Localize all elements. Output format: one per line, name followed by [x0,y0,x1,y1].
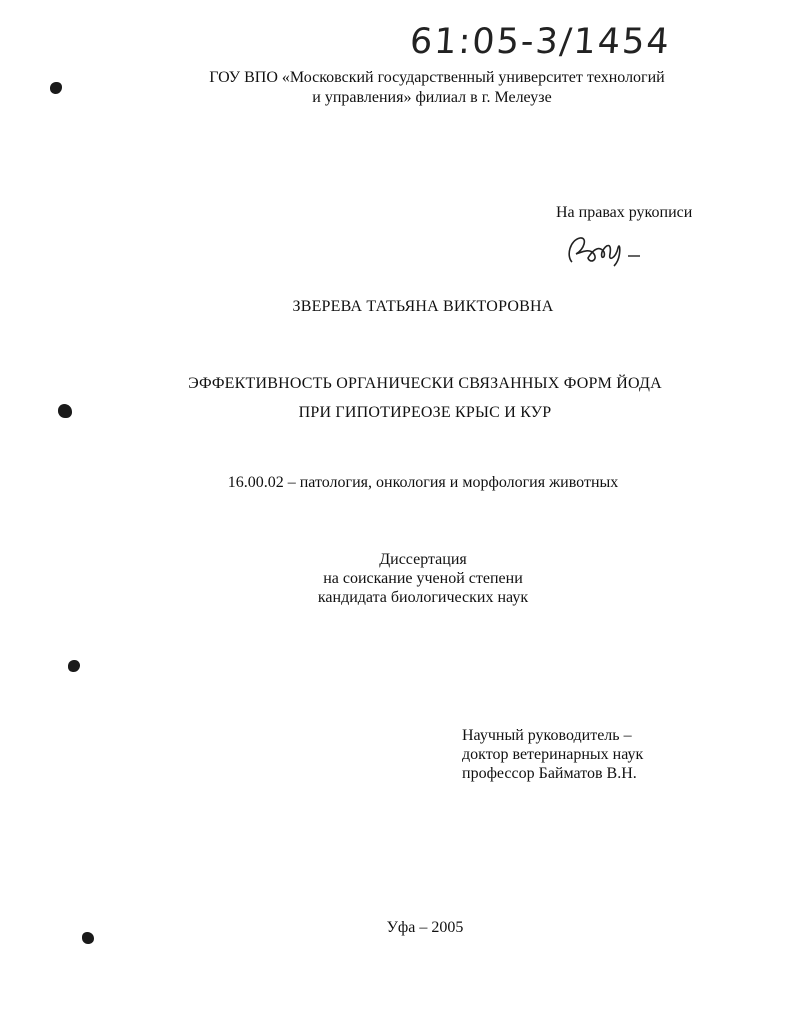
author-name: ЗВЕРЕВА ТАТЬЯНА ВИКТОРОВНА [292,298,554,315]
supervisor-line-1: Научный руководитель – [462,727,632,744]
binding-hole-mark [58,404,72,418]
degree-line-2: на соискание ученой степени [323,570,523,587]
binding-hole-mark [82,932,94,944]
archive-stamp: 61:05-3/1454 [408,22,673,62]
degree-line-3: кандидата биологических наук [317,589,529,606]
institution-line-1: ГОУ ВПО «Московский государственный университет технологий [209,69,665,86]
supervisor-line-3: профессор Байматов В.Н. [462,765,637,782]
institution-line-2: и управления» филиал в г. Мелеузе [312,89,552,106]
specialty-code: 16.00.02 – патология, онкология и морфология животных [227,474,619,491]
title-line-2: ПРИ ГИПОТИРЕОЗЕ КРЫС И КУР [298,404,552,421]
degree-line-1: Диссертация [379,551,467,568]
supervisor-line-2: доктор ветеринарных наук [462,746,644,763]
place-year: Уфа – 2005 [386,919,464,936]
manuscript-note: На правах рукописи [556,204,693,221]
title-line-1: ЭФФЕКТИВНОСТЬ ОРГАНИЧЕСКИ СВЯЗАННЫХ ФОРМ ЙОДА [188,375,662,392]
binding-hole-mark [68,660,80,672]
signature-image [560,228,650,272]
